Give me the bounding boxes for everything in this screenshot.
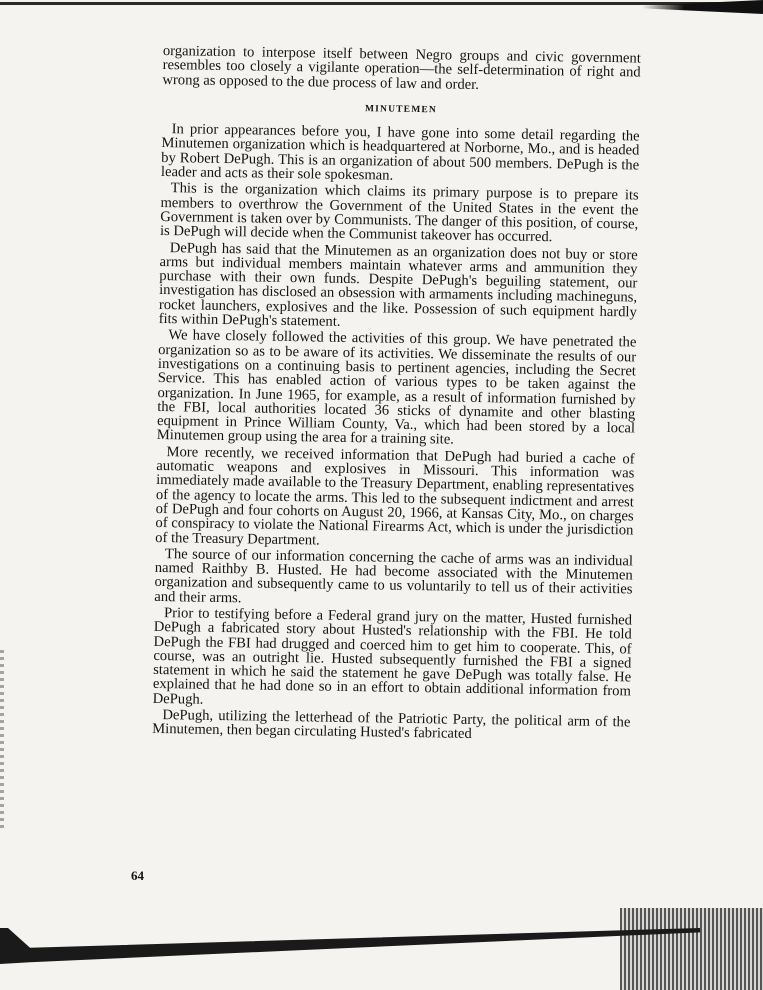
paragraph-3: DePugh has said that the Minutemen as an organization does not buy or store arms but individual members maintain whatever arms and ammunition they purchase with their own funds. Despite DePugh's beguiling statement, our investigation has disclosed an obsession with armaments including machineguns, rocket launchers, explosives and the like. Possession of such equipment hardly fits within DePugh's statement. (158, 239, 638, 330)
scan-bottom-border (0, 928, 700, 964)
paragraph-6: The source of our information concerning the cache of arms was an individual named Raithby B. Husted. He had become associated with the Minutemen organization and subsequently came to us voluntarily to tell us of their activities and their arms. (154, 545, 634, 606)
paragraph-1: In prior appearances before you, I have gone into some detail regarding the Minutemen organization which is headquartered at Norborne, Mo., and is headed by Robert DePugh. This is an organization of about 500 members. DePugh is the leader and acts as their sole spokesman. (160, 121, 640, 184)
paragraph-5: More recently, we received information that DePugh had buried a cache of automatic weapons and explosives in Missouri. This information was immediately made available to the Treasury Department, enabling representatives of the agency to locate the arms. This led to the subsequent indictment and arrest of DePugh and four cohorts on August 20, 1966, at Kansas City, Mo., on charges of conspiracy to violate the National Firearms Act, which is under the jurisdiction of the Treasury Department. (155, 443, 635, 549)
paragraph-7: Prior to testifying before a Federal grand jury on the matter, Husted furnished DePugh a fabricated story about Husted's relationship with the FBI. He told DePugh the FBI had drugged and coerced him to get him to cooperate. This, of course, was an outright lie. Husted subsequently furnished the FBI a signed statement in which he said the statement he gave DePugh was totally false. He explained that he had done so in an effort to obtain additional information from DePugh. (152, 605, 633, 708)
section-heading: MINUTEMEN (364, 104, 438, 116)
intro-paragraph: organization to interpose itself between Negro groups and civic government resembles too closely a vigilante operation—the self-determination of right and wrong as opposed to the due process of law and order. (162, 43, 641, 93)
paragraph-8: DePugh, utilizing the letterhead of the Patriotic Party, the political arm of the Minutemen, then began circulating Husted's fabricated (152, 707, 631, 743)
scan-left-streak (0, 650, 4, 830)
scan-bottom-right-noise (620, 908, 763, 990)
paragraph-2: This is the organization which claims its primary purpose is to prepare its members to overthrow the Government of the United States in the event the Government is taken over by Communists. The danger of this position, of course, is DePugh will decide when the Communist takeover has occurred. (159, 180, 639, 246)
document-text-column (152, 44, 641, 746)
paragraph-4: We have closely followed the activities of this group. We have penetrated the organization so as to be aware of its activities. We disseminate the results of our investigations on a continuing basis to pertinent agencies, including the Secret Service. This has enabled action of various types to be taken against the organization. In June 1965, for example, as a result of information furnished by the FBI, local authorities located 36 sticks of dynamite and other blasting equipment in Prince William County, Va., which had been stored by a local Minutemen group using the area for a training site. (156, 327, 637, 449)
page-number: 64 (131, 868, 144, 883)
